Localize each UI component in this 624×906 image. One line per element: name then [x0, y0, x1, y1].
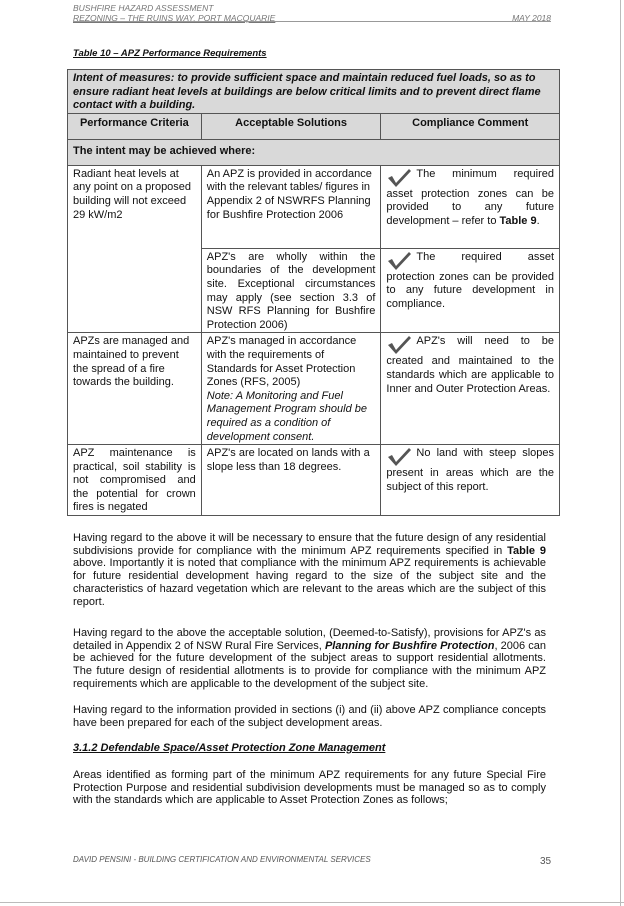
table-row [68, 165, 560, 248]
solution-cell: APZ's are located on lands with a slope less than 18 degrees. [201, 445, 381, 516]
page-edge-bottom [0, 902, 624, 903]
section-heading: 3.1.2 Defendable Space/Asset Protection Zone Management [73, 742, 386, 754]
solution-note: Note: A Monitoring and Fuel Management Program should be required as a condition of development consent. [206, 389, 367, 443]
comment-text-end: . [536, 214, 540, 227]
paragraph-apz-compliance [73, 532, 546, 608]
intent-subheader: The intent may be achieved where: [68, 139, 560, 165]
criteria-cell: Radiant heat levels at any point on a proposed building will not exceed 29 kW/m2 [68, 165, 202, 333]
checkmark-icon [386, 251, 412, 271]
paragraph-compliance-concepts: Having regard to the information provided in sections (i) and (ii) above APZ compliance concepts have been prepared for each of the subject development areas. [73, 704, 546, 729]
column-header-solutions: Acceptable Solutions [201, 113, 381, 139]
table-row [68, 333, 560, 445]
paragraph-text-end: above. Importantly it is noted that compliance with the minimum APZ requirements is achievable for future residential development having regard to the size of the subject site and the characteristics of hazard vegetation which are relevant to the areas which are the subject of this report. [73, 557, 546, 608]
table-subheader-row [68, 139, 560, 165]
solution-cell [201, 333, 381, 445]
header-title: BUSHFIRE HAZARD ASSESSMENT [73, 3, 214, 13]
comment-cell [381, 333, 560, 445]
paragraph-text-end: , 2006 can be achieved for the future development of the subject areas to support residential allotments. The future design of residential allotments is to provide for compliance with the minimum APZ requirements which are applicable to the development of the subject site. [73, 639, 547, 690]
table-reference: Table 9 [507, 544, 546, 557]
table-caption: Table 10 – APZ Performance Requirements [73, 48, 267, 59]
publication-title: Planning for Bushfire Protection [324, 639, 495, 652]
criteria-cell: APZs are managed and maintained to prevent the spread of a fire towards the building. [68, 333, 202, 445]
checkmark-icon [386, 168, 412, 188]
apz-requirements-table [67, 69, 560, 516]
column-header-criteria: Performance Criteria [68, 113, 202, 139]
paragraph-text: Having regard to the above the acceptable solution, (Deemed-to-Satisfy), provisions for APZ's as detailed in Appendix 2 of NSW Rural Fire Services, [73, 627, 546, 652]
checkmark-icon [386, 335, 412, 355]
checkmark-icon [386, 447, 412, 467]
paragraph-apz-management: Areas identified as forming part of the minimum APZ requirements for any future Special Fire Protection Purpose and residential subdivision developments must be managed so as to comply with the standards which are applicable to Asset Protection Zones as follows; [73, 769, 546, 807]
solution-cell: APZ's are wholly within the boundaries of the development site. Exceptional circumstances may apply (see section 3.3 of NSW RFS Planning for Bushfire Protection 2006) [201, 248, 381, 333]
page-header [73, 3, 551, 23]
table-reference: Table 9 [499, 214, 537, 227]
table-intent-row [68, 70, 560, 114]
comment-cell [381, 165, 560, 248]
comment-text: No land with steep slopes present in areas which are the subject of this report. [386, 447, 554, 493]
column-header-comment: Compliance Comment [381, 113, 560, 139]
comment-cell [381, 445, 560, 516]
solution-text: APZ's managed in accordance with the requirements of Standards for Asset Protection Zones (RFS, 2005) [206, 335, 357, 389]
comment-text: APZ's will need to be created and maintained to the standards which are applicable to Inner and Outer Protection Areas. [386, 335, 554, 395]
header-project: REZONING – THE RUINS WAY, PORT MACQUARIE [73, 13, 276, 23]
table-row [68, 445, 560, 516]
comment-cell [381, 248, 560, 333]
header-date: MAY 2018 [512, 13, 551, 23]
page-edge-right [620, 0, 621, 906]
table-header-row [68, 113, 560, 139]
solution-cell: An APZ is provided in accordance with the relevant tables/ figures in Appendix 2 of NSWRFS Planning for Bushfire Protection 2006 [201, 165, 381, 248]
comment-text: The required asset protection zones can be provided to any future development in compliance. [386, 250, 554, 310]
footer-company: DAVID PENSINI - BUILDING CERTIFICATION AND ENVIRONMENTAL SERVICES [73, 855, 371, 864]
paragraph-text: Having regard to the above it will be necessary to ensure that the future design of any residential subdivisions provide for compliance with the minimum APZ requirements specified in [73, 532, 546, 557]
page-number: 35 [540, 856, 552, 867]
intent-statement: Intent of measures: to provide sufficient space and maintain reduced fuel loads, so as to ensure radiant heat levels at buildings are below critical limits and to prevent direct flame contact with a building. [68, 70, 560, 114]
paragraph-acceptable-solution [73, 627, 546, 691]
comment-text: The minimum required asset protection zones can be provided to any future development – refer to [386, 167, 554, 227]
header-rule [73, 21, 551, 22]
criteria-cell: APZ maintenance is practical, soil stability is not compromised and the potential for crown fires is negated [68, 445, 202, 516]
